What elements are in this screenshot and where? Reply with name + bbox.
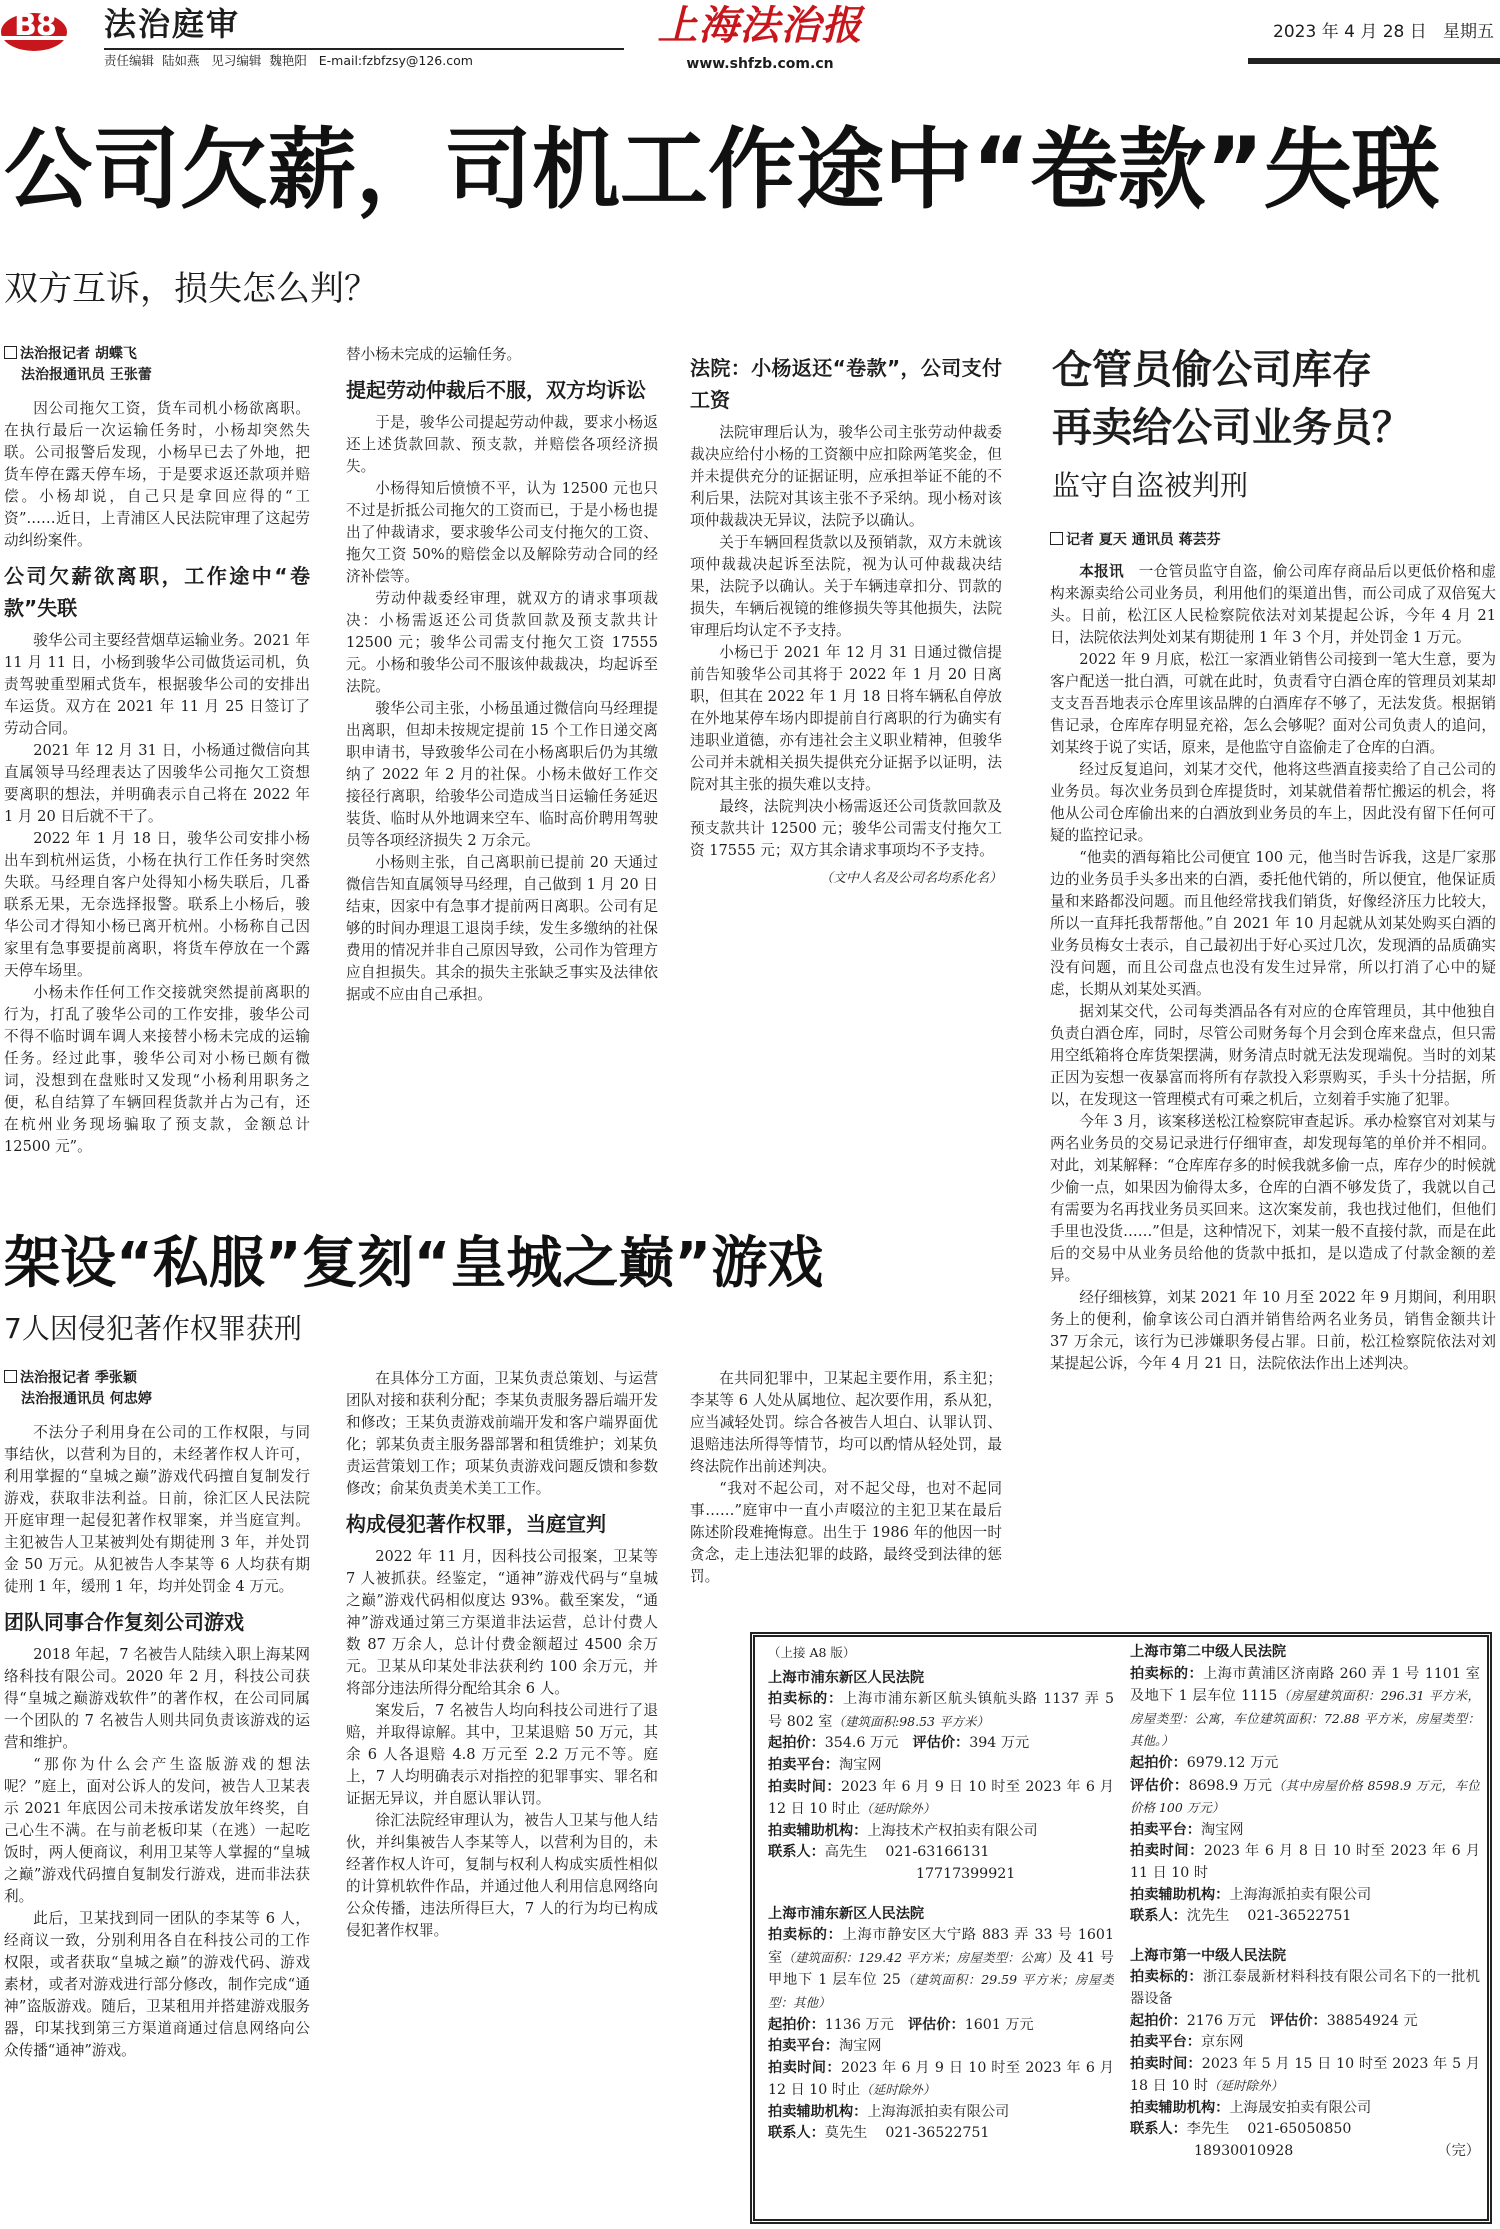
lead-tag: 本报讯: [1079, 563, 1124, 580]
auction-price: 起拍价：1136 万元 评估价：1601 万元: [768, 2016, 1034, 2033]
auction-agency: 拍卖辅助机构：上海海派拍卖有限公司: [1130, 1886, 1372, 1903]
article1-byline-1: 法治报记者 胡蝶飞: [4, 344, 310, 365]
paragraph: 2018 年起，7 名被告人陆续入职上海某网络科技有限公司。2020 年 2 月，科技公司获得“皇城之巅游戏软件”的著作权，在公司同属一个团队的 7 名被告人则共同负责该游戏的运营和维护。: [4, 1646, 310, 1751]
article1-lead: 因公司拖欠工资，货车司机小杨欲离职。在执行最后一次运输任务时，小杨却突然失联。公司报警后发现，小杨早已去了外地，把货车停在露天停车场，于是要求返还款项并赔偿。小杨却说，自己只是拿回应得的“工资”……近日，上青浦区人民法院审理了这起劳动纠纷案件。: [4, 400, 310, 549]
header-rule-left: [104, 48, 624, 50]
paragraph: 本报讯 一仓管员监守自盗，偷公司库存商品后以更低价格和虚构来源卖给公司业务员，利用他们的渠道出售，而公司成了双倍冤大头。日前，松江区人民检察院依法对刘某提起公诉，今年 4 月 21 日，法院依法判处刘某有期徒刑 1 年 3 个月，并处罚金 1 万元。: [1050, 563, 1496, 646]
byline-box-icon: [4, 346, 17, 359]
auction-platform: 拍卖平台：淘宝网: [768, 1756, 882, 1773]
auction-time: 拍卖时间：2023 年 5 月 15 日 10 时至 2023 年 5 月 18 日 10 时（延时除外）: [1130, 2055, 1480, 2095]
end-mark: （完）: [1437, 2143, 1480, 2160]
court-name: 上海市浦东新区人民法院: [768, 1905, 925, 1922]
article1-column-3: [690, 344, 1002, 1224]
page-number: B8: [14, 8, 56, 43]
auction-eval: 评估价：8698.9 万元（其中房屋价格 8598.9 万元，车位价格 100 万元）: [1130, 1777, 1480, 1816]
paragraph: 案发后，7 名被告人均向科技公司进行了退赔，并取得谅解。其中，卫某退赔 50 万元，其余 6 人各退赔 4.8 万元至 2.2 万元不等。庭上，7 人均明确表示对指控的犯罪事实、罪名和证据无异议，并自愿认罪认罚。: [346, 1702, 658, 1807]
auction-platform: 拍卖平台：淘宝网: [768, 2038, 882, 2055]
article3-headline: 架设“私服”复刻“皇城之巅”游戏: [4, 1231, 824, 1296]
auction-contact-2: 18930010928 （完）: [1130, 2141, 1480, 2163]
paragraph: “我对不起公司，对不起父母，也对不起同事……”庭审中一直小声啜泣的主犯卫某在最后陈述阶段难掩悔意。出生于 1986 年的他因一时贪念，走上违法犯罪的歧路，最终受到法律的惩罚。: [690, 1480, 1002, 1585]
paragraph: 小杨未作任何工作交接就突然提前离职的行为，打乱了骏华公司的工作安排，骏华公司不得不临时调车调人来接替小杨未完成的运输任务。经过此事，骏华公司对小杨已颇有微词，没想到在盘账时又发现“小杨利用职务之便，私自结算了车辆回程货款并占为己有，还在杭州业务现场骗取了预支款，金额总计 12500 元”。: [4, 984, 310, 1155]
auction-price: 起拍价：2176 万元 评估价：38854924 元: [1130, 2012, 1418, 2029]
auction-platform: 拍卖平台：京东网: [1130, 2034, 1244, 2051]
court-name: 上海市浦东新区人民法院: [768, 1669, 925, 1686]
auction-time: 拍卖时间：2023 年 6 月 9 日 10 时至 2023 年 6 月 12 日 10 时止（延时除外）: [768, 2059, 1114, 2099]
paragraph: 骏华公司主要经营烟草运输业务。2021 年 11 月 11 日，小杨到骏华公司做货运司机，负责驾驶重型厢式货车，根据骏华公司的安排出车运货。双方在 2021 年 11 月 25 日签订了劳动合同。: [4, 632, 310, 737]
paragraph: 骏华公司主张，小杨虽通过微信向马经理提出离职，但却未按规定提前 15 个工作日递交离职申请书，导致骏华公司在小杨离职后仍为其缴纳了 2022 年 2 月的社保。小杨未做好工作交接径行离职，给骏华公司造成当日运输任务延迟装货、临时从外地调来空车、临时高价聘用驾驶员等各项经济损失 2 万余元。: [346, 700, 658, 849]
article2-headline-line2: 再卖给公司业务员？: [1052, 405, 1412, 451]
paragraph: 今年 3 月，该案移送松江检察院审查起诉。承办检察官对刘某与两名业务员的交易记录进行仔细审查，却发现每笔的单价并不相同。对此，刘某解释：“仓库库存多的时候我就多偷一点，库存少的时候就少偷一点，如果因为偷得太多，仓库的白酒不够发货了，我就以自己有需要为名再找业务员买回来。这次案发前，我也找过他们，但他们手里也没货……”但是，这种情况下，刘某一般不直接付款，而是在此后的交易中从业务员给他的货款中抵扣，是以造成了付款金额的差异。: [1050, 1113, 1496, 1284]
article1-note: （文中人名及公司名均系化名）: [819, 871, 1002, 886]
paragraph: 2021 年 12 月 31 日，小杨通过微信向其直属领导马经理表达了因骏华公司拖欠工资想要离职的想法，并明确表示自己将在 2022 年 1 月 20 日后就不干了。: [4, 742, 310, 825]
paragraph: 据刘某交代，公司每类酒品各有对应的仓库管理员，其中他独自负责白酒仓库，同时，尽管公司财务每个月会到仓库来盘点，但只需用空纸箱将仓库货架摆满，财务清点时就无法发现端倪。当时的刘某正因为妄想一夜暴富而将所有存款投入彩票购买，手头十分拮据，所以，在发现这一管理模式有可乘之机后，立刻着手实施了犯罪。: [1050, 1003, 1496, 1108]
byline-box-icon: [4, 1370, 17, 1383]
paragraph: 于是，骏华公司提起劳动仲裁，要求小杨返还上述货款回款、预支款，并赔偿各项经济损失。: [346, 414, 658, 475]
paragraph: 此后，卫某找到同一团队的李某等 6 人，经商议一致，分别利用各自在科技公司的工作权限，或者获取“皇城之巅”的游戏代码、游戏素材，或者对游戏进行部分修改，制作完成“通神”盗版游戏。随后，卫某租用并搭建游戏服务器，印某找到第三方渠道商通过信息网络向公众传播“通神”游戏。: [4, 1910, 310, 2059]
article3-byline-1: 法治报记者 季张颖: [4, 1368, 310, 1389]
article3-column-1: [4, 1368, 310, 2224]
masthead: 上海法治报: [657, 2, 863, 49]
paragraph: 在具体分工方面，卫某负责总策划、与运营团队对接和获利分配；李某负责服务器后端开发和修改；王某负责游戏前端开发和客户端界面优化；郭某负责主服务器部署和租赁维护；刘某负责运营策划工作；项某负责游戏问题反馈和参数修改；俞某负责美术美工工作。: [346, 1370, 658, 1497]
auction-platform: 拍卖平台：淘宝网: [1130, 1821, 1244, 1838]
auction-item: [1130, 1642, 1480, 1928]
editors-line: 责任编辑 陆如燕 见习编辑 魏艳阳 E-mail:fzbfzsy@126.com: [104, 53, 473, 68]
auction-contact: 联系人：沈先生 021-36522751: [1130, 1908, 1352, 1925]
paragraph: 2022 年 11 月，因科技公司报案，卫某等 7 人被抓获。经鉴定，“通神”游戏代码与“皇城之巅”游戏代码相似度达 93%。截至案发，“通神”游戏通过第三方渠道非法运营，总计付费人数 87 万余人，总计付费金额超过 4500 余万元。卫某从印某处非法获利约 100 余万元，并将部分违法所得分配给其余 6 人。: [346, 1548, 658, 1697]
article3-subhead-2: 构成侵犯著作权罪，当庭宣判: [346, 1512, 606, 1536]
article1-column-1: [4, 344, 310, 1224]
auction-agency: 拍卖辅助机构：上海晟安拍卖有限公司: [1130, 2099, 1372, 2116]
paragraph: 经仔细核算，刘某 2021 年 10 月至 2022 年 9 月期间，利用职务上的便利，偷拿该公司白酒并销售给两名业务员，销售金额共计 37 万余元，该行为已涉嫌职务侵占罪。日前，松江检察院依法对刘某提起公诉，今年 4 月 21 日，法院依法作出上述判决。: [1050, 1289, 1496, 1372]
article3-subhead-1: 团队同事合作复刻公司游戏: [4, 1610, 244, 1634]
paragraph: 小杨已于 2021 年 12 月 31 日通过微信提前告知骏华公司其将于 2022 年 1 月 20 日离职，但其在 2022 年 1 月 18 日将车辆私自停放在外地某停车场内即提前自行离职的行为确实有违职业道德，亦有违社会主义职业精神，但骏华公司并未就相关损失提供充分证据予以证明，法院对其主张的损失难以支持。: [690, 644, 1002, 793]
article2-subheadline: 监守自盗被判刑: [1052, 469, 1249, 502]
article3-lead: 不法分子利用身在公司的工作权限，与同事结伙，以营利为目的，未经著作权人许可，利用掌握的“皇城之巅”游戏代码擅自复制发行游戏，获取非法利益。日前，徐汇区人民法院开庭审理一起侵犯著作权罪案，并当庭宣判。主犯被告人卫某被判处有期徒刑 3 年，并处罚金 50 万元。从犯被告人李某等 6 人均获有期徒刑 1 年，缓刑 1 年，均并处罚金 4 万元。: [4, 1424, 310, 1595]
paragraph: 小杨得知后愤愤不平，认为 12500 元也只不过是折抵公司拖欠的工资而已，于是小杨也提出了仲裁请求，要求骏华公司支付拖欠的工资、拖欠工资 50%的赔偿金以及解除劳动合同的经济补偿等。: [346, 480, 658, 585]
paragraph: 2022 年 1 月 18 日，骏华公司安排小杨出车到杭州运货，小杨在执行工作任务时突然失联。马经理自客户处得知小杨失联后，几番联系无果，无奈选择报警。联系上小杨后，骏华公司才得知小杨已离开杭州。小杨称自己因家里有急事要提前离职，将货车停放在一个露天停车场里。: [4, 830, 310, 979]
paragraph: 小杨则主张，自己离职前已提前 20 天通过微信告知直属领导马经理，自己做到 1 月 20 日结束，因家中有急事才提前两日离职。公司有足够的时间办理退工退岗手续，发生多缴纳的社保费用的情况并非自己原因导致，公司作为管理方应自担损失。其余的损失主张缺乏事实及法律依据或不应由自己承担。: [346, 854, 658, 1003]
auction-column-right: [1130, 1642, 1480, 2218]
article2-byline: 记者 夏天 通讯员 蒋芸芬: [1050, 530, 1496, 551]
article1-subhead-1: 公司欠薪欲离职，工作途中“卷款”失联: [4, 564, 310, 620]
article3-byline-2: 法治报通讯员 何忠婷: [21, 1391, 152, 1407]
article1-headline: 公司欠薪，司机工作途中“卷款”失联: [4, 118, 1440, 221]
paragraph: 关于车辆回程货款以及预销款，双方未就该项仲裁裁决起诉至法院，视为认可仲裁裁决结果，法院予以确认。关于车辆违章扣分、罚款的损失，车辆后视镜的维修损失等其他损失，法院审理后均认定不予支持。: [690, 534, 1002, 639]
auction-item: [768, 1668, 1114, 1886]
paragraph: 在共同犯罪中，卫某起主要作用，系主犯；李某等 6 人处从属地位、起次要作用，系从犯，应当减轻处罚。综合各被告人坦白、认罪认罚、退赔违法所得等情节，均可以酌情从轻处罚，最终法院作出前述判决。: [690, 1370, 1002, 1475]
auction-item: [768, 1904, 1114, 2146]
auction-contact-2: 17717399921: [916, 1865, 1016, 1882]
auction-price: 起拍价：6979.12 万元: [1130, 1754, 1279, 1771]
court-name: 上海市第二中级人民法院: [1130, 1644, 1287, 1660]
article1-byline-2: 法治报通讯员 王张蕾: [21, 367, 152, 383]
paragraph: 经过反复追问，刘某才交代，他将这些酒直接卖给了自己公司的业务员。每次业务员到仓库提货时，刘某就借着帮忙搬运的机会，将他从公司仓库偷出来的白酒放到业务员的车上，因此没有留下任何可疑的监控记录。: [1050, 761, 1496, 844]
header-rule-right: [1248, 58, 1500, 64]
auction-target: 拍卖标的：浙江泰晟新材料科技有限公司名下的一批机器设备: [1130, 1969, 1480, 2007]
article1-subhead-2: 提起劳动仲裁后不服，双方均诉讼: [346, 378, 646, 402]
court-name: 上海市第一中级人民法院: [1130, 1947, 1287, 1964]
article1-subheadline: 双方互诉，损失怎么判？: [4, 269, 378, 309]
auction-agency: 拍卖辅助机构：上海技术产权拍卖有限公司: [768, 1822, 1038, 1839]
auction-target: 拍卖标的：上海市浦东新区航头镇航头路 1137 弄 5 号 802 室（建筑面积:98.53 平方米）: [768, 1691, 1114, 1730]
auction-time: 拍卖时间：2023 年 6 月 8 日 10 时至 2023 年 6 月 11 日 10 时: [1130, 1843, 1480, 1881]
auction-contact: 联系人：高先生 021-63166131: [768, 1844, 990, 1861]
paragraph: 徐汇法院经审理认为，被告人卫某与他人结伙，并纠集被告人李某等人，以营利为目的，未经著作权人许可，复制与权利人构成实质性相似的计算机软件作品，并通过他人利用信息网络向公众传播，违法所得巨大，7 人的行为均已构成侵犯著作权罪。: [346, 1812, 658, 1939]
article2-column: [1050, 530, 1496, 1590]
auction-item: [1130, 1946, 1480, 2163]
byline-box-icon: [1050, 532, 1063, 545]
article1-subhead-3: 法院：小杨返还“卷款”，公司支付工资: [690, 356, 1002, 412]
section-title: 法治庭审: [104, 5, 241, 43]
auction-column-left: [768, 1642, 1114, 2218]
paragraph: “那你为什么会产生盗版游戏的想法呢？”庭上，面对公诉人的发问，被告人卫某表示 2021 年底因公司未按承诺发放年终奖，自己心生不满。在与前老板印某（在逃）一起吃饭时，两人便商议，利用卫某等人掌握的“皇城之巅”游戏代码擅自复制发行游戏，进而非法获利。: [4, 1756, 310, 1905]
paragraph: 最终，法院判决小杨需返还公司货款回款及预支款共计 12500 元；骏华公司需支付拖欠工资 17555 元；双方其余请求事项均不予支持。: [690, 798, 1002, 859]
auction-agency: 拍卖辅助机构：上海海派拍卖有限公司: [768, 2103, 1010, 2120]
paragraph: “他卖的酒每箱比公司便宜 100 元，他当时告诉我，这是厂家那边的业务员手头多出来的白酒，委托他代销的，所以便宜，他保证质量和来路都没问题。而且他经常找我们销货，好像经济压力比较大，所以一直拜托我帮帮他。”自 2021 年 10 月起就从刘某处购买白酒的业务员梅女士表示，自己最初出于好心买过几次，发现酒的品质确实没有问题，而且公司盘点也没有发生过异常，所以打消了心中的疑虑，长期从刘某处买酒。: [1050, 849, 1496, 998]
continued-note: （上接 A8 版）: [768, 1645, 856, 1660]
paragraph: 法院审理后认为，骏华公司主张劳动仲裁委裁决应给付小杨的工资额中应扣除两笔奖金，但并未提供充分的证据证明，应承担举证不能的不利后果，法院对其该主张不予采纳。现小杨对该项仲裁裁决无异议，法院予以确认。: [690, 424, 1002, 529]
issue-date: 2023 年 4 月 28 日 星期五: [1273, 22, 1494, 42]
auction-time: 拍卖时间：2023 年 6 月 9 日 10 时至 2023 年 6 月 12 日 10 时止（延时除外）: [768, 1778, 1114, 1818]
auction-target: 拍卖标的：上海市静安区大宁路 883 弄 33 号 1601 室（建筑面积：129.42 平方米；房屋类型：公寓）及 41 号甲地下 1 层车位 25（建筑面积：29.59 平方米；房屋类型：其他）: [768, 1927, 1114, 2010]
article2-headline-line1: 仓管员偷公司库存: [1052, 347, 1372, 393]
article3-subheadline: 7人因侵犯著作权罪获刑: [4, 1312, 302, 1345]
article3-column-3: [690, 1368, 1002, 1628]
paragraph: 2022 年 9 月底，松江一家酒业销售公司接到一笔大生意，要为客户配送一批白酒，可就在此时，负责看守白酒仓库的管理员刘某却支支吾吾地表示仓库里该品牌的白酒库存不够了，无法发货。根据销售记录，仓库库存明显充裕，怎么会够呢？面对公司负责人的追问，刘某终于说了实话，原来，是他监守自盗偷走了仓库的白酒。: [1050, 651, 1496, 756]
article1-column-2: [346, 344, 658, 1224]
auction-contact: 联系人：莫先生 021-36522751: [768, 2125, 990, 2142]
paragraph: 替小杨未完成的运输任务。: [346, 346, 522, 363]
auction-price: 起拍价：354.6 万元 评估价：394 万元: [768, 1735, 1030, 1752]
paragraph: 劳动仲裁委经审理，就双方的请求事项裁决：小杨需返还公司货款回款及预支款共计 12500 元；骏华公司需支付拖欠工资 17555 元。小杨和骏华公司不服该仲裁裁决，均起诉至法院。: [346, 590, 658, 695]
auction-contact: 联系人：李先生 021-65050850: [1130, 2121, 1352, 2138]
article3-column-2: [346, 1368, 658, 2224]
website[interactable]: www.shfzb.com.cn: [686, 56, 834, 72]
auction-target: 拍卖标的：上海市黄浦区济南路 260 弄 1 号 1101 室及地下 1 层车位 1115（房屋建筑面积：296.31 平方米，房屋类型：公寓，车位建筑面积：72.88 平方米，房屋类型：其他。）: [1130, 1665, 1480, 1749]
